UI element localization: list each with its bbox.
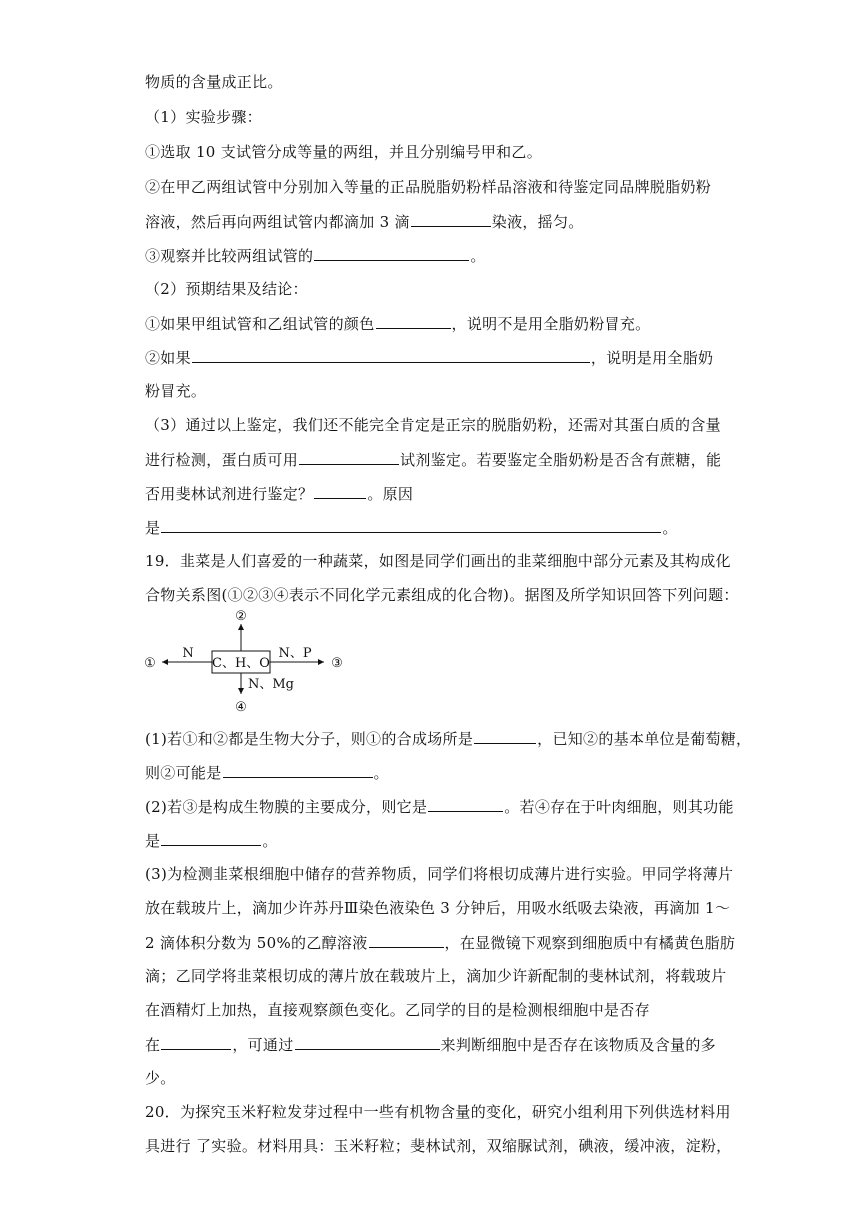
- right-element-label: N、P: [278, 646, 312, 661]
- text-line: 放在载玻片上，滴加少许苏丹Ⅲ染色液染色 3 分钟后，用吸水纸吸去染液，再滴加 1～: [145, 899, 731, 917]
- answer-blank[interactable]: [161, 517, 661, 533]
- text-line: 则②可能是 。: [145, 764, 389, 782]
- answer-blank[interactable]: [295, 1034, 440, 1050]
- answer-blank[interactable]: [223, 762, 373, 778]
- answer-blank[interactable]: [161, 830, 261, 846]
- down-element-label: N、Mg: [248, 677, 295, 692]
- text-line: 否用斐林试剂进行鉴定？ 。原因: [145, 485, 414, 503]
- left-element-label: N: [182, 646, 194, 661]
- node-4: ④: [235, 700, 247, 715]
- answer-blank[interactable]: [369, 932, 444, 948]
- node-1: ①: [144, 656, 156, 671]
- question-20-stem: 20．为探究玉米籽粒发芽过程中一些有机物含量的变化，研究小组利用下列供选材料用: [145, 1103, 731, 1121]
- text-line: 是 。: [145, 519, 678, 537]
- text-line: 是 。: [145, 832, 278, 850]
- section-heading: （3）通过以上鉴定，我们还不能完全肯定是正宗的脱脂奶粉，还需对其蛋白质的含量: [145, 416, 721, 434]
- text-line: 少。: [145, 1069, 176, 1087]
- text-line: ②如果 ，说明是用全脂奶: [145, 349, 714, 367]
- section-heading: （2）预期结果及结论：: [145, 280, 308, 298]
- question-19-stem: 19．韭菜是人们喜爱的一种蔬菜，如图是同学们画出的韭菜细胞中部分元素及其构成化: [145, 552, 731, 570]
- answer-blank[interactable]: [428, 796, 503, 812]
- answer-blank[interactable]: [299, 449, 399, 465]
- text-line: ③观察并比较两组试管的 。: [145, 247, 486, 265]
- element-compound-diagram: [140, 606, 360, 716]
- text-line: 在酒精灯上加热，直接观察颜色变化。乙同学的目的是检测根细胞中是否存: [145, 1001, 650, 1019]
- answer-blank[interactable]: [192, 347, 590, 363]
- answer-blank[interactable]: [376, 313, 451, 329]
- text-line: ①如果甲组试管和乙组试管的颜色 ，说明不是用全脂奶粉冒充。: [145, 315, 651, 333]
- text-line: (1)若①和②都是生物大分子，则①的合成场所是 ，已知②的基本单位是葡萄糖，: [145, 730, 752, 748]
- text-line: 粉冒充。: [145, 382, 207, 400]
- node-3: ③: [331, 656, 343, 671]
- center-label: C、H、O: [212, 656, 270, 671]
- node-2: ②: [235, 609, 247, 624]
- section-heading: （1）实验步骤：: [145, 108, 262, 126]
- text-line: (3)为检测韭菜根细胞中储存的营养物质，同学们将根切成薄片进行实验。甲同学将薄片: [145, 865, 734, 883]
- text-line: 进行检测，蛋白质可用 试剂鉴定。若要鉴定全脂奶粉是否含有蔗糖，能: [145, 451, 722, 469]
- answer-blank[interactable]: [314, 245, 469, 261]
- answer-blank[interactable]: [411, 211, 491, 227]
- text-line: ①选取 10 支试管分成等量的两组，并且分别编号甲和乙。: [145, 143, 543, 161]
- text-line: ②在甲乙两组试管中分别加入等量的正品脱脂奶粉样品溶液和待鉴定同品牌脱脂奶粉: [145, 178, 712, 196]
- answer-blank[interactable]: [161, 1034, 231, 1050]
- answer-blank[interactable]: [474, 728, 536, 744]
- text-line: 物质的含量成正比。: [145, 73, 283, 91]
- text-line: 滴；乙同学将韭菜根切成的薄片放在载玻片上，滴加少许新配制的斐林试剂，将载玻片: [145, 967, 727, 985]
- answer-blank[interactable]: [314, 483, 366, 499]
- text-line: 具进行 了实验。材料用具：玉米籽粒；斐林试剂，双缩脲试剂，碘液，缓冲液，淀粉，: [145, 1137, 732, 1155]
- text-line: 合物关系图(①②③④表示不同化学元素组成的化合物)。据图及所学知识回答下列问题：: [145, 586, 739, 604]
- text-line: 溶液，然后再向两组试管内都滴加 3 滴 染液，摇匀。: [145, 213, 584, 231]
- text-line: (2)若③是构成生物膜的主要成分，则它是 。若④存在于叶肉细胞，则其功能: [145, 798, 734, 816]
- text-line: 2 滴体积分数为 50%的乙醇溶液 ，在显微镜下观察到细胞质中有橘黄色脂肪: [145, 934, 736, 952]
- text-line: 在 ，可通过 来判断细胞中是否存在该物质及含量的多: [145, 1036, 716, 1054]
